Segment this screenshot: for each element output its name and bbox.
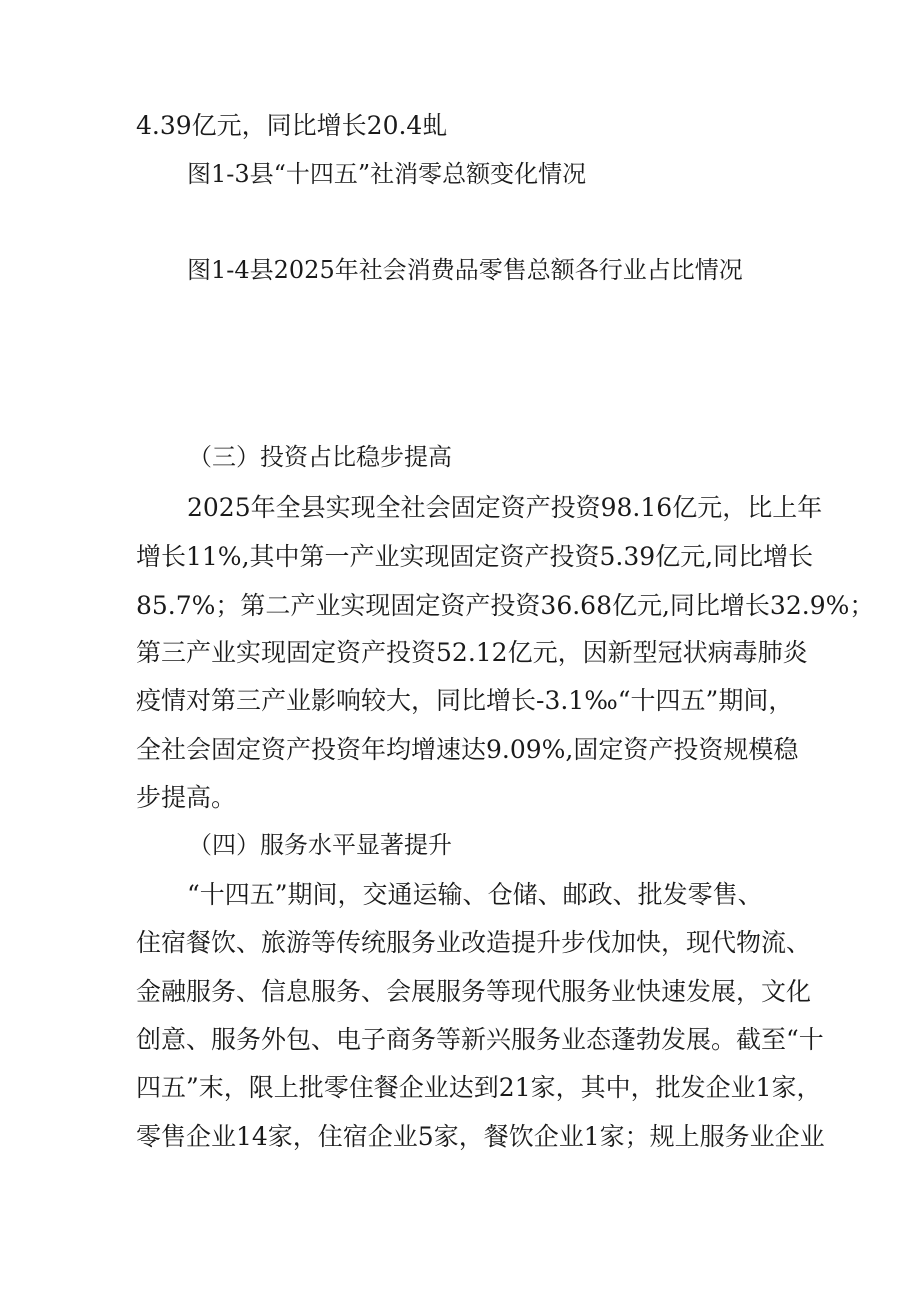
- paragraph-line: 步提高。: [136, 783, 237, 812]
- paragraph-line: 2025年全县实现全社会固定资产投资98.16亿元，比上年: [187, 493, 823, 522]
- paragraph-line: 4.39亿元，同比增长20.4虬: [136, 111, 448, 140]
- paragraph-line: 疫情对第三产业影响较大，同比增长-3.1‰“十四五”期间，: [136, 686, 794, 715]
- paragraph-line: 第三产业实现固定资产投资52.12亿元，因新型冠状病毒肺炎: [136, 638, 808, 667]
- figure-caption: 图1-3县“十四五”社消零总额变化情况: [187, 160, 587, 188]
- paragraph-line: 全社会固定资产投资年均增速达9.09%,固定资产投资规模稳: [136, 735, 799, 764]
- figure-caption: 图1-4县2025年社会消费品零售总额各行业占比情况: [187, 256, 743, 284]
- paragraph-line: 住宿餐饮、旅游等传统服务业改造提升步伐加快，现代物流、: [136, 928, 812, 957]
- paragraph-line: 零售企业14家，住宿企业5家，餐饮企业1家；规上服务业企业: [136, 1122, 825, 1151]
- paragraph-line: 金融服务、信息服务、会展服务等现代服务业快速发展，文化: [136, 977, 812, 1006]
- paragraph-line: 增长11%,其中第一产业实现固定资产投资5.39亿元,同比增长: [136, 542, 814, 571]
- paragraph-line: 85.7%；第二产业实现固定资产投资36.68亿元,同比增长32.9%；: [136, 591, 875, 620]
- paragraph-line: “十四五”期间，交通运输、仓储、邮政、批发零售、: [187, 880, 763, 909]
- section-heading: （四）服务水平显著提升: [188, 831, 452, 859]
- paragraph-line: 创意、服务外包、电子商务等新兴服务业态蓬勃发展。截至“十: [136, 1025, 824, 1054]
- paragraph-line: 四五”末，限上批零住餐企业达到21家，其中，批发企业1家，: [136, 1073, 822, 1102]
- section-heading: （三）投资占比稳步提高: [188, 443, 452, 471]
